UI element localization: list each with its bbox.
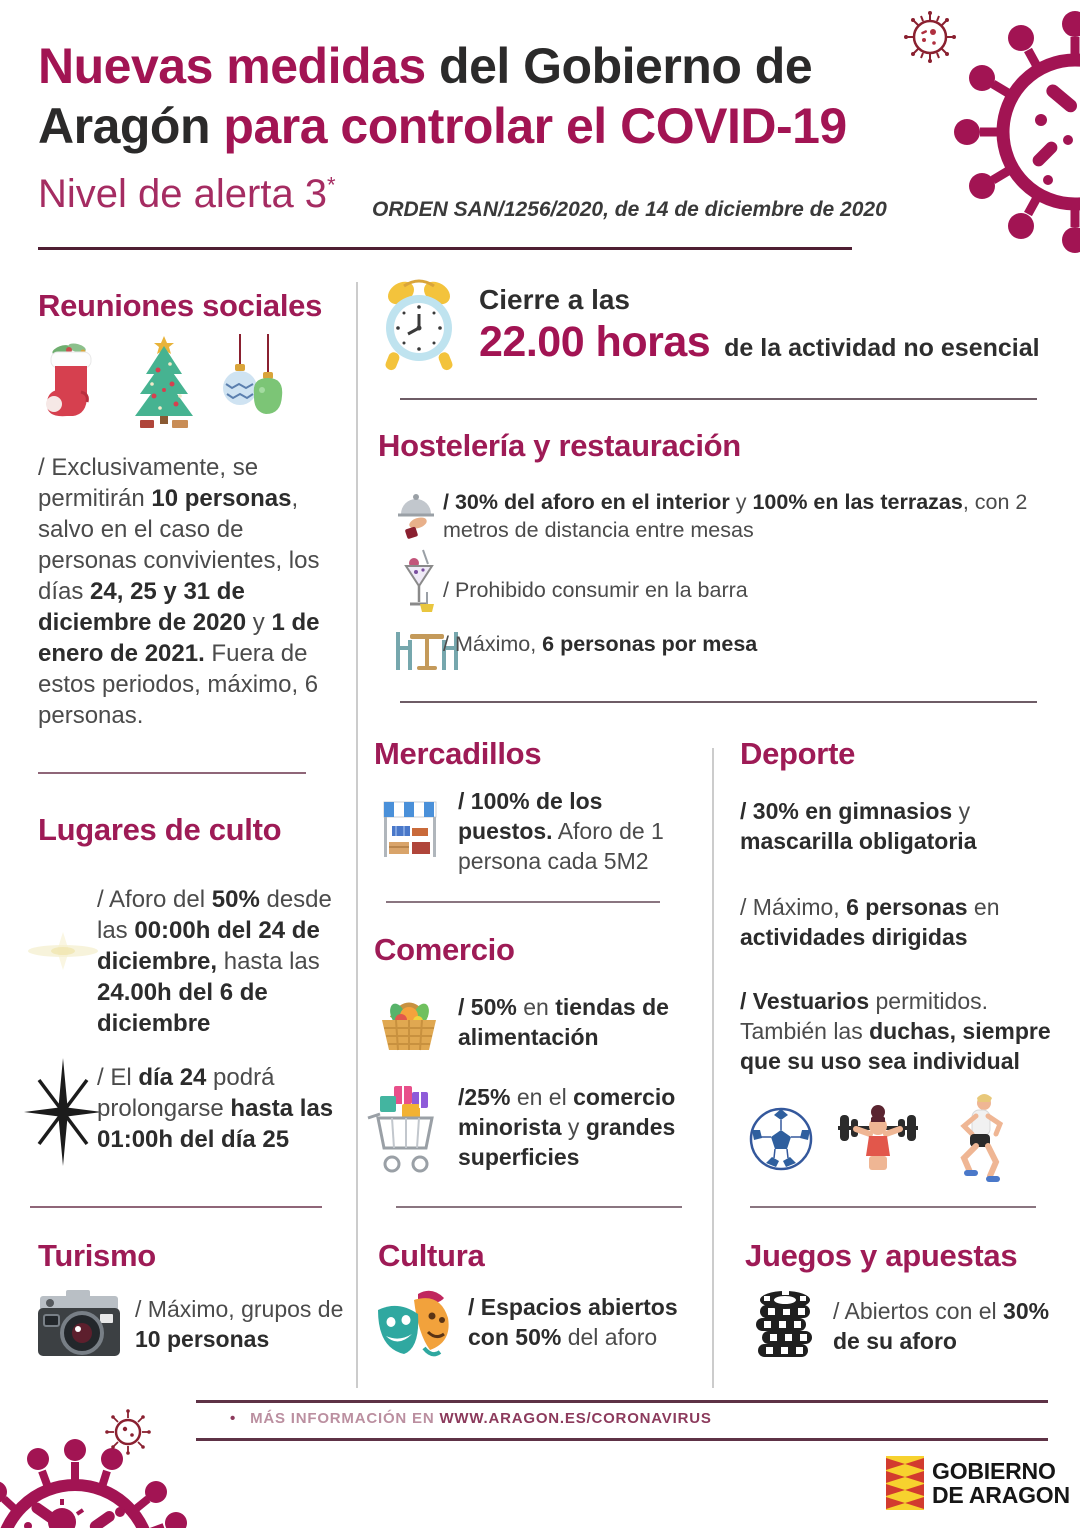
mercadillos-item: / 100% de los puestos. Aforo de 1 persona cada 5M2 [458,788,664,874]
ornaments-icon [222,334,288,437]
divider-juegos [750,1206,1036,1208]
footer-info-prefix: MÁS INFORMACIÓN EN [250,1410,440,1427]
alarm-clock-icon [374,276,464,379]
candle-glow-icon [26,920,100,987]
divider-hosteleria [400,701,1037,703]
divider-cultura [396,1206,682,1208]
hosteleria-item-2: / Prohibido consumir en la barra [443,578,748,602]
closure-time: 22.00 horas [479,318,711,366]
alert-asterisk: * [327,172,336,198]
juegos-item: / Abiertos con el 30% de su aforo [833,1298,1050,1354]
poker-chips-icon [752,1286,816,1367]
market-stall-icon [382,798,438,865]
divider-closure [400,398,1037,400]
culto-item-1: / Aforo del 50% desde las 00:00h del 24 de diciembre, hasta las 24.00h del 6 de diciembre [97,886,332,1037]
logo-line-1: GOBIERNO [932,1458,1056,1484]
logo-text [932,1459,1070,1507]
footer-info [230,1410,712,1427]
closure-prefix: Cierre a las [479,284,630,315]
theater-masks-icon [374,1284,454,1371]
header-rule [38,247,852,250]
weightlifting-icon [836,1098,920,1191]
culto-item-2: / El día 24 podrá prolongarse hasta las 01:00h del día 25 [97,1064,334,1153]
title-plain-2: Aragón [38,98,224,154]
deporte-item-1: / 30% en gimnasios y mascarilla obligatoria [740,798,977,854]
large-virus-icon [948,0,1080,262]
order-reference: ORDEN SAN/1256/2020, de 14 de diciembre de 2020 [372,198,887,221]
divider-turismo [30,1206,322,1208]
deporte-item-2: / Máximo, 6 personas en actividades dirigidas [740,894,1000,950]
footer-rule-top [196,1400,1048,1403]
hosteleria-item-1: / 30% del aforo en el interior y 100% en las terrazas, con 2 metros de distancia entre mesas [443,490,1028,542]
gobierno-aragon-logo [886,1456,1070,1510]
title-accent-1: Nuevas medidas [38,38,426,94]
serving-dish-icon [396,490,436,547]
christmas-tree-icon [128,334,200,435]
christmas-stocking-icon [43,338,101,435]
title-accent-2: para controlar el COVID-19 [223,98,847,154]
cultura-item: / Espacios abiertos con 50% del aforo [468,1294,678,1350]
closure-banner [479,284,1040,367]
shopping-cart-icon [366,1080,442,1187]
footer-rule-bottom [196,1438,1048,1441]
comercio-item-2: /25% en el comercio minorista y grandes superficies [458,1084,676,1170]
reuniones-body: / Exclusivamente, se permitirán 10 personas, salvo en el caso de personas convivientes, los días 24, 25 y 31 de diciembre de 2020 y 1 de enero de 2021. Fuera de estos periodos, máximo, 6 personas. [38,454,320,729]
hosteleria-item-3: / Máximo, 6 personas por mesa [443,632,758,656]
running-icon [944,1092,1008,1191]
section-title-comercio: Comercio [374,932,515,967]
small-virus-bottom-icon [105,1409,151,1455]
camera-icon [36,1288,122,1367]
comercio-item-1: / 50% en tiendas de alimentación [458,994,669,1050]
divider-mercadillos [386,901,660,903]
section-title-juegos: Juegos y apuestas [745,1238,1018,1273]
soccer-ball-icon [748,1106,814,1177]
vertical-divider-left [356,282,358,1388]
turismo-item: / Máximo, grupos de 10 personas [135,1296,344,1352]
vertical-divider-right [712,748,714,1388]
closure-suffix: de la actividad no esencial [724,334,1040,362]
large-virus-bottom-icon [0,1400,235,1528]
title-plain-1: del Gobierno de [425,38,813,94]
page-title [38,36,878,156]
eight-point-star-icon [24,1058,102,1171]
footer-bullet: • [230,1410,237,1427]
food-basket-icon [376,988,442,1059]
section-title-reuniones: Reuniones sociales [38,288,323,323]
section-title-deporte: Deporte [740,736,856,771]
divider-reuniones [38,772,306,774]
alert-level-text: Nivel de alerta 3 [38,172,328,216]
logo-line-2: DE ARAGON [932,1482,1070,1508]
footer-info-url: WWW.ARAGON.ES/CORONAVIRUS [439,1410,712,1427]
section-title-turismo: Turismo [38,1238,156,1273]
deporte-item-3: / Vestuarios permitidos. También las duchas, siempre que su uso sea individual [740,988,1051,1074]
section-title-mercadillos: Mercadillos [374,736,542,771]
section-title-cultura: Cultura [378,1238,485,1273]
section-title-culto: Lugares de culto [38,812,282,847]
footer-virus-decoration [0,1400,235,1528]
alert-level [38,172,336,217]
aragon-flag-icon [886,1456,924,1510]
section-title-hosteleria: Hostelería y restauración [378,428,741,463]
